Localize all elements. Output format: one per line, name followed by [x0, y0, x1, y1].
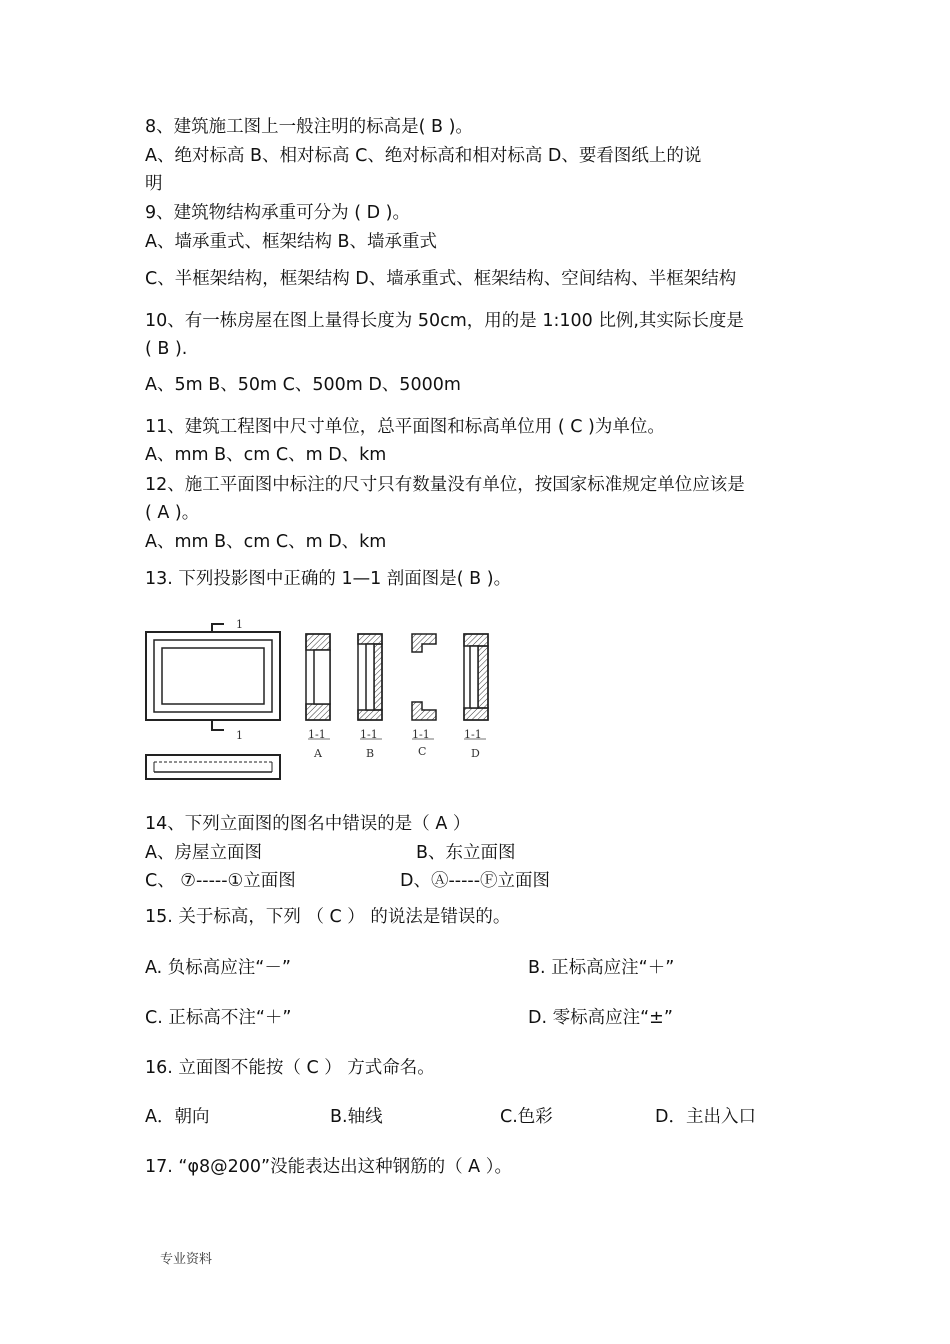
q16-opt-a: A．朝向 — [145, 1107, 210, 1127]
q15-opt-b: B. 正标高应注“＋” — [528, 958, 675, 978]
letter-d: D — [471, 747, 480, 760]
label-1-1-c: 1-1 — [412, 728, 430, 741]
q8-options-cont: 明 — [145, 174, 163, 194]
section-option-b — [358, 634, 382, 720]
q12-question-cont: ( A )。 — [145, 503, 200, 523]
q15-question: 15. 关于标高，下列 （ C ） 的说法是错误的。 — [145, 907, 511, 927]
section-option-c — [412, 634, 436, 720]
q8-question: 8、建筑施工图上一般注明的标高是( B )。 — [145, 117, 473, 137]
section-mark-top: 1 — [236, 618, 243, 631]
q14-opt-c: C、 ⑦-----①立面图 — [145, 871, 296, 891]
q12-question: 12、施工平面图中标注的尺寸只有数量没有单位，按国家标准规定单位应该是 — [145, 475, 745, 495]
q10-options: A、5m B、50m C、500m D、5000m — [145, 375, 461, 395]
q12-options: A、mm B、cm C、m D、km — [145, 532, 387, 552]
q14-opt-a: A、房屋立面图 — [145, 843, 262, 863]
section-mark-bottom: 1 — [236, 729, 243, 742]
section-option-a — [306, 634, 330, 720]
q16-question: 16. 立面图不能按（ C ） 方式命名。 — [145, 1058, 435, 1078]
q11-options: A、mm B、cm C、m D、km — [145, 445, 387, 465]
q15-opt-c: C. 正标高不注“＋” — [145, 1008, 292, 1028]
q16-opt-c: C.色彩 — [500, 1107, 553, 1127]
q11-question: 11、建筑工程图中尺寸单位，总平面图和标高单位用 ( C )为单位。 — [145, 417, 665, 437]
section-option-d — [464, 634, 488, 720]
footer-label: 专业资料 — [160, 1252, 213, 1267]
q10-question-cont: ( B ). — [145, 339, 188, 359]
label-1-1-a: 1-1 — [308, 728, 326, 741]
q14-opt-d: D、Ⓐ-----Ⓕ立面图 — [400, 871, 551, 891]
q16-opt-d: D．主出入口 — [655, 1107, 756, 1127]
label-1-1-b: 1-1 — [360, 728, 378, 741]
q10-question: 10、有一栋房屋在图上量得长度为 50cm，用的是 1:100 比例,其实际长度是 — [145, 311, 744, 331]
q17-question: 17. “φ8@200”没能表达出这种钢筋的（ A ）。 — [145, 1157, 512, 1177]
q13-question: 13. 下列投影图中正确的 1—1 剖面图是( B )。 — [145, 569, 512, 589]
letter-c: C — [418, 745, 427, 758]
q14-question: 14、下列立面图的图名中错误的是（ A ） — [145, 814, 471, 834]
section-figure — [138, 612, 508, 787]
plan-view — [146, 632, 280, 720]
letter-b: B — [366, 747, 375, 760]
letter-a: A — [314, 747, 322, 760]
q8-options: A、绝对标高 B、相对标高 C、绝对标高和相对标高 D、要看图纸上的说 — [145, 146, 702, 166]
q9-question: 9、建筑物结构承重可分为 ( D )。 — [145, 203, 410, 223]
elevation-view — [146, 755, 280, 779]
q9-options-2: C、半框架结构，框架结构 D、墙承重式、框架结构、空间结构、半框架结构 — [145, 269, 737, 289]
q9-options-1: A、墙承重式、框架结构 B、墙承重式 — [145, 232, 438, 252]
q15-opt-d: D. 零标高应注“±” — [528, 1008, 673, 1028]
q16-opt-b: B.轴线 — [330, 1107, 383, 1127]
label-1-1-d: 1-1 — [464, 728, 482, 741]
q15-opt-a: A. 负标高应注“－” — [145, 958, 291, 978]
q14-opt-b: B、东立面图 — [416, 843, 516, 863]
